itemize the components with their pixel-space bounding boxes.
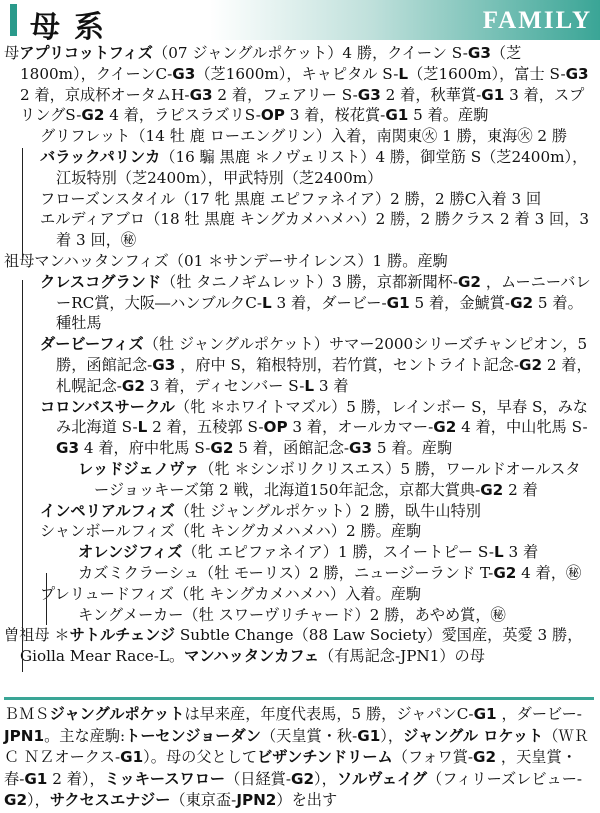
tree-line xyxy=(46,573,47,625)
tree-line xyxy=(22,280,23,672)
horse-name-bold: オレンジフィズ xyxy=(78,543,183,562)
horse-name-bold: G1 xyxy=(120,748,144,766)
text-segment: キングメーカー（牡 スワーヴリチャード）2 勝，あやめ賞，㊙ xyxy=(78,605,506,624)
horse-name-bold: G2 xyxy=(121,376,145,395)
text-segment: （日経賞- xyxy=(225,769,291,788)
text-segment: ）。母の父として xyxy=(143,748,258,766)
horse-name-bold: G1 xyxy=(481,85,505,104)
text-segment: 3 着，ダービー- xyxy=(271,293,387,312)
text-segment: 3 着，スプリングS- xyxy=(20,85,585,125)
horse-name-bold: G2 xyxy=(290,769,315,788)
text-segment: ）， xyxy=(314,769,337,788)
text-segment: ，天皇賞・春- xyxy=(4,748,577,788)
pedigree-entry xyxy=(4,43,594,126)
text-segment: （ＷＲＣ ＮＺオークス- xyxy=(4,726,589,766)
pedigree-entry xyxy=(40,397,594,459)
text-segment: 2 着，秋華賞- xyxy=(380,85,482,104)
pedigree-entry xyxy=(78,459,594,501)
text-segment: ）を出す xyxy=(276,791,338,809)
tree-line xyxy=(22,148,23,258)
horse-name-bold: G3 xyxy=(357,85,381,104)
text-segment: フローズンスタイル（17 牝 黒鹿 エピファネイア）2 勝，2 勝C入着 3 回 xyxy=(40,189,542,208)
text-segment: （牝 ＊シンボリクリスエス）5 勝，ワールドオールスタージョッキーズ第 2 戦，北海道150年記念，京都大賞典- xyxy=(94,459,581,499)
horse-name-bold: OP xyxy=(260,106,285,125)
pedigree-entry xyxy=(40,272,594,334)
text-segment: 4 着，中山牝馬 S- xyxy=(456,418,588,437)
horse-name-bold: L xyxy=(261,293,272,312)
text-segment: （牡 タニノギムレット）3 勝，京都新聞杯- xyxy=(161,272,458,291)
text-segment: グリフレット（14 牡 鹿 ローエングリン）入着，南関東㊋ 1 勝，東海㊋ 2 勝 xyxy=(40,127,568,146)
horse-name-bold: バラックパリンカ xyxy=(40,147,161,166)
text-segment: （有馬記念-JPN1）の母 xyxy=(319,647,485,666)
text-segment: （フィリーズレビュー- xyxy=(427,769,583,788)
text-segment: 5 着，金鯱賞- xyxy=(409,293,511,312)
horse-name-bold: ジャングル ロケット xyxy=(403,726,544,745)
horse-name-bold: G2 xyxy=(519,355,543,374)
text-segment: （フォワ賞- xyxy=(392,748,474,766)
text-segment: 3 着，オールカマー- xyxy=(287,418,434,437)
horse-name-bold: マンハッタンカフェ xyxy=(184,647,320,666)
horse-name-bold: G2 xyxy=(457,272,482,291)
text-segment: プレリュードフィズ（牝 キングカメハメハ）入着。産駒 xyxy=(40,584,422,603)
horse-name-bold: G2 xyxy=(480,480,504,499)
text-segment: 母 xyxy=(4,44,20,62)
horse-name-bold: G2 xyxy=(210,439,234,458)
horse-name-bold: G3 xyxy=(467,44,491,62)
text-segment: 2 着，京成杯オータムH- xyxy=(20,85,190,104)
text-segment: エルディアブロ（18 牡 黒鹿 キングカメハメハ）2 勝，2 勝クラス 2 着 3 回，3 着 3 回，㊙ xyxy=(40,210,590,250)
section-subtitle: FAMILY xyxy=(482,7,592,34)
horse-name-bold: G2 xyxy=(4,791,28,809)
text-segment: ，ダービー- xyxy=(496,705,582,723)
horse-name-bold: G1 xyxy=(24,769,48,788)
bms-note xyxy=(4,704,594,812)
pedigree-entry xyxy=(40,334,594,396)
horse-name-bold: L xyxy=(304,376,315,395)
header-accent-bar xyxy=(10,4,17,36)
horse-name-bold: コロンバスサークル xyxy=(40,397,175,416)
text-segment: 5 着。種牡馬 xyxy=(56,293,583,333)
pedigree-entries xyxy=(4,43,594,667)
horse-name-bold: ミッキースワロー xyxy=(104,769,226,788)
text-segment: は早来産，年度代表馬，5 勝，ジャパンC- xyxy=(184,705,474,723)
horse-name-bold: OP xyxy=(263,418,288,437)
pedigree-entry xyxy=(4,625,594,667)
horse-name-bold: G2 xyxy=(473,748,497,766)
text-segment: 3 着，ディセンバー S- xyxy=(144,376,305,395)
text-segment: Subtle Change（88 Law Society）愛国産，英愛 3 勝，Giolla Mear Race-L。 xyxy=(20,626,583,666)
pedigree-entry xyxy=(40,126,594,147)
text-segment: 曽祖母 ＊ xyxy=(4,626,70,645)
text-segment: 5 着。産駒 xyxy=(372,439,453,458)
horse-name-bold: サトルチェンジ xyxy=(69,626,176,645)
text-segment: ）， xyxy=(27,791,50,809)
text-segment: 5 着。産駒 xyxy=(408,106,489,125)
horse-name-bold: G2 xyxy=(433,418,457,437)
horse-name-bold: トーセンジョーダン xyxy=(125,726,261,745)
horse-name-bold: G3 xyxy=(349,439,373,458)
horse-name-bold: G3 xyxy=(189,85,213,104)
text-segment: 3 着，桜花賞- xyxy=(284,106,386,125)
text-segment: 4 着，ラピスラズリS- xyxy=(104,106,261,125)
horse-name-bold: ジャングルポケット xyxy=(49,705,185,723)
text-segment: 2 着，五稜郭 S- xyxy=(147,418,264,437)
text-segment: （牝 ＊ホワイトマズル）5 勝，レインボー S，早春 S，みなみ北海道 S- xyxy=(56,397,588,437)
pedigree-entry xyxy=(40,521,594,542)
text-segment: （牡 ジャングルポケット）2 勝，臥牛山特別 xyxy=(174,501,481,520)
text-segment: （07 ジャングルポケット）4 勝，クイーン S- xyxy=(153,44,468,62)
horse-name-bold: ダービーフィズ xyxy=(40,335,144,354)
horse-name-bold: レッドジェノヴァ xyxy=(78,459,200,478)
text-segment: ，ムーニーバレーRC賞，大阪―ハンブルクC- xyxy=(56,272,591,312)
text-segment: 2 着，札幌記念- xyxy=(56,355,592,395)
pedigree-entry xyxy=(40,501,594,522)
horse-name-bold: ソルヴェイグ xyxy=(336,769,428,788)
text-segment: （天皇賞・秋- xyxy=(260,726,358,745)
text-segment: シャンボールフィズ（牝 キングカメハメハ）2 勝。産駒 xyxy=(40,522,422,541)
text-segment: 2 着）， xyxy=(47,769,105,788)
text-segment: カズミクラーシュ（牡 モーリス）2 勝，ニュージーランド T- xyxy=(78,563,494,582)
horse-name-bold: G3 xyxy=(152,355,176,374)
horse-name-bold: JPN1 xyxy=(4,726,45,745)
horse-name-bold: G3 xyxy=(172,64,196,83)
pedigree-entry xyxy=(78,563,594,584)
horse-name-bold: G1 xyxy=(357,726,381,745)
pedigree-entry xyxy=(78,542,594,563)
pedigree-entry xyxy=(40,209,594,251)
horse-name-bold: G3 xyxy=(56,439,80,458)
text-segment: （16 騸 黒鹿 ＊ノヴェリスト）4 勝，御堂筋 S（芝2400m），江坂特別（芝2400m），甲武特別（芝2400m） xyxy=(56,147,588,187)
horse-name-bold: L xyxy=(398,64,409,83)
text-segment: ＢＭＳ xyxy=(4,705,50,723)
pedigree-entry xyxy=(40,189,594,210)
horse-name-bold: G1 xyxy=(385,106,409,125)
text-segment: ）， xyxy=(380,726,404,745)
text-segment: ，府中 S，箱根特別，若竹賞，セントライト記念- xyxy=(175,355,519,374)
text-segment: 5 着，函館記念- xyxy=(233,439,350,458)
text-segment: 2 着，フェアリー S- xyxy=(212,85,358,104)
pedigree-entry xyxy=(40,147,594,189)
horse-name-bold: G2 xyxy=(510,293,534,312)
horse-name-bold: G2 xyxy=(81,106,105,125)
text-segment: 3 着 xyxy=(503,543,539,562)
text-segment: （牡 ジャングルポケット）サマー2000シリーズチャンピオン，5 勝，函館記念- xyxy=(56,335,588,374)
horse-name-bold: クレスコグランド xyxy=(40,272,162,291)
horse-name-bold: L xyxy=(493,543,504,562)
text-segment: （芝1600m），富士 S- xyxy=(408,64,566,83)
horse-name-bold: G1 xyxy=(386,293,410,312)
text-segment: （東京盃- xyxy=(170,791,237,809)
horse-name-bold: G2 xyxy=(493,563,517,582)
text-segment: 3 着 xyxy=(314,376,349,395)
separator-line xyxy=(4,697,594,700)
text-segment: 2 着 xyxy=(503,480,538,499)
horse-name-bold: ビザンチンドリーム xyxy=(257,748,393,766)
horse-name-bold: JPN2 xyxy=(236,791,277,809)
horse-name-bold: サクセスエナジー xyxy=(49,791,171,809)
text-segment: 4 着，㊙ xyxy=(516,563,582,582)
horse-name-bold: G3 xyxy=(565,64,589,83)
pedigree-entry xyxy=(40,584,594,605)
text-segment: 4 着，府中牝馬 S- xyxy=(79,439,211,458)
text-segment: （牝 エピファネイア）1 勝，スイートピー S- xyxy=(182,543,494,562)
pedigree-entry xyxy=(78,605,594,626)
section-header xyxy=(0,0,600,45)
pedigree-entry xyxy=(4,251,594,272)
horse-name-bold: アプリコットフィズ xyxy=(19,44,153,62)
section-title: 母系 xyxy=(30,10,118,45)
text-segment: 祖母マンハッタンフィズ（01 ＊サンデーサイレンス）1 勝。産駒 xyxy=(4,251,448,270)
horse-name-bold: L xyxy=(137,418,148,437)
horse-name-bold: G1 xyxy=(473,705,497,723)
horse-name-bold: インペリアルフィズ xyxy=(40,501,175,520)
text-segment: （芝1600m），キャピタル S- xyxy=(195,64,399,83)
text-segment: （芝1800m），クイーンC- xyxy=(20,44,522,83)
text-segment: 。主な産駒: xyxy=(44,726,126,745)
